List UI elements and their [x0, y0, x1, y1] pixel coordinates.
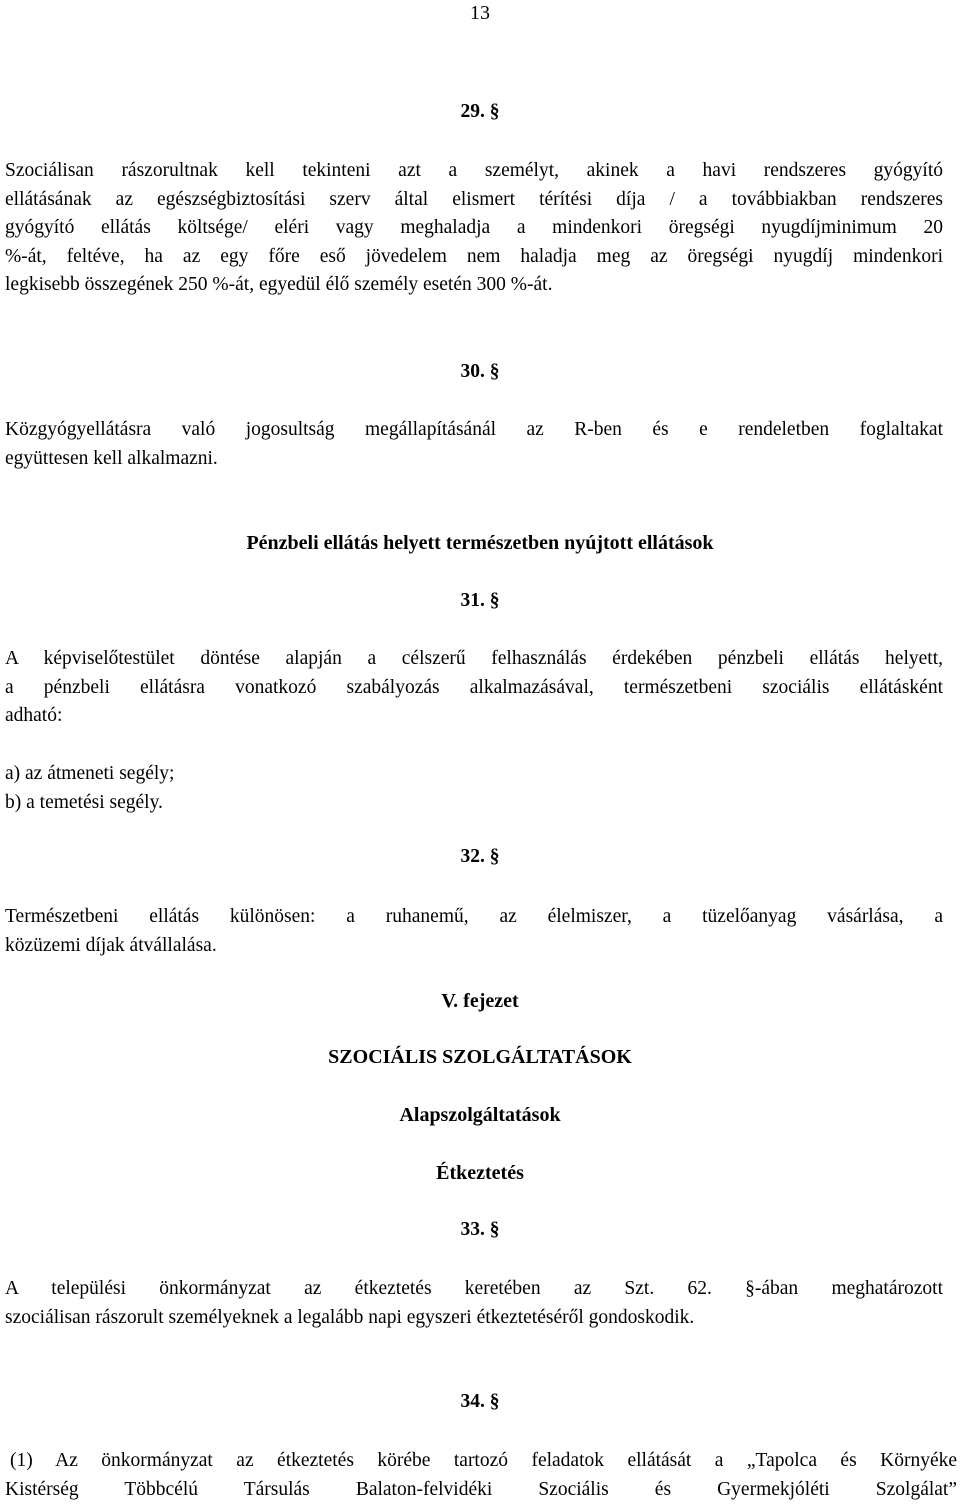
subsubtitle: Étkeztetés — [436, 1162, 524, 1184]
paragraph-34 — [5, 1447, 957, 1504]
paragraph-line: Közgyógyellátásra való jogosultság megállapításánál az R-ben és e rendeletben foglaltakat — [5, 419, 943, 440]
section-number-32: 32. § — [460, 846, 500, 867]
list-item: b) a temetési segély. — [5, 791, 163, 813]
section-number-34: 34. § — [460, 1391, 500, 1412]
paragraph-line: szociálisan rászorult személyeknek a legalább napi egyszeri étkeztetéséről gondoskodik. — [5, 1306, 695, 1328]
page-number: 13 — [470, 2, 490, 24]
paragraph-line: ellátásának az egészségbiztosítási szerv által elismert térítési díja / a továbbiakban rendszeres — [5, 188, 943, 210]
section-number-33: 33. § — [460, 1219, 500, 1240]
section-number-29: 29. § — [460, 101, 500, 122]
subtitle: Alapszolgáltatások — [399, 1104, 561, 1126]
paragraph-line: legkisebb összegének 250 %-át, egyedül élő személy esetén 300 %-át. — [5, 274, 553, 295]
paragraph-line: A települési önkormányzat az étkeztetés keretében az Szt. 62. §-ában meghatározott — [5, 1278, 943, 1299]
paragraph-line: Kistérség Többcélú Társulás Balaton-felvidéki Szociális és Gyermekjóléti Szolgálat” — [5, 1478, 957, 1500]
paragraph-line: A képviselőtestület döntése alapján a célszerű felhasználás érdekében pénzbeli ellátás helyett, — [5, 648, 943, 669]
paragraph-33 — [5, 1275, 943, 1332]
paragraph-line: együttesen kell alkalmazni. — [5, 447, 218, 469]
list-item: a) az átmeneti segély; — [5, 763, 175, 784]
paragraph-32 — [5, 903, 943, 960]
paragraph-line: Természetbeni ellátás különösen: a ruhanemű, az élelmiszer, a tüzelőanyag vásárlása, a — [5, 906, 943, 927]
list-31 — [5, 760, 943, 817]
paragraph-line: a pénzbeli ellátásra vonatkozó szabályozás alkalmazásával, természetbeni szociális ellátásként — [5, 676, 943, 698]
section-number-30: 30. § — [460, 361, 500, 382]
paragraph-29 — [5, 157, 943, 300]
paragraph-31 — [5, 645, 943, 731]
paragraph-line: %-át, feltéve, ha az egy főre eső jövedelem nem haladja meg az öregségi nyugdíj mindenkori — [5, 245, 943, 267]
paragraph-line: (1) Az önkormányzat az étkeztetés körébe tartozó feladatok ellátását a „Tapolca és Környéke — [10, 1450, 957, 1471]
section-number-31: 31. § — [460, 590, 500, 611]
paragraph-line: gyógyító ellátás költsége/ eléri vagy meghaladja a mindenkori öregségi nyugdíjminimum 20 — [5, 217, 943, 238]
chapter-title: SZOCIÁLIS SZOLGÁLTATÁSOK — [328, 1046, 632, 1068]
chapter-number: V. fejezet — [441, 990, 519, 1012]
paragraph-line: közüzemi díjak átvállalása. — [5, 934, 217, 956]
paragraph-line: adható: — [5, 705, 63, 726]
paragraph-30 — [5, 416, 943, 473]
paragraph-line: Szociálisan rászorultnak kell tekinteni azt a személyt, akinek a havi rendszeres gyógyító — [5, 160, 943, 181]
heading-penzbeli: Pénzbeli ellátás helyett természetben nyújtott ellátások — [246, 532, 714, 554]
